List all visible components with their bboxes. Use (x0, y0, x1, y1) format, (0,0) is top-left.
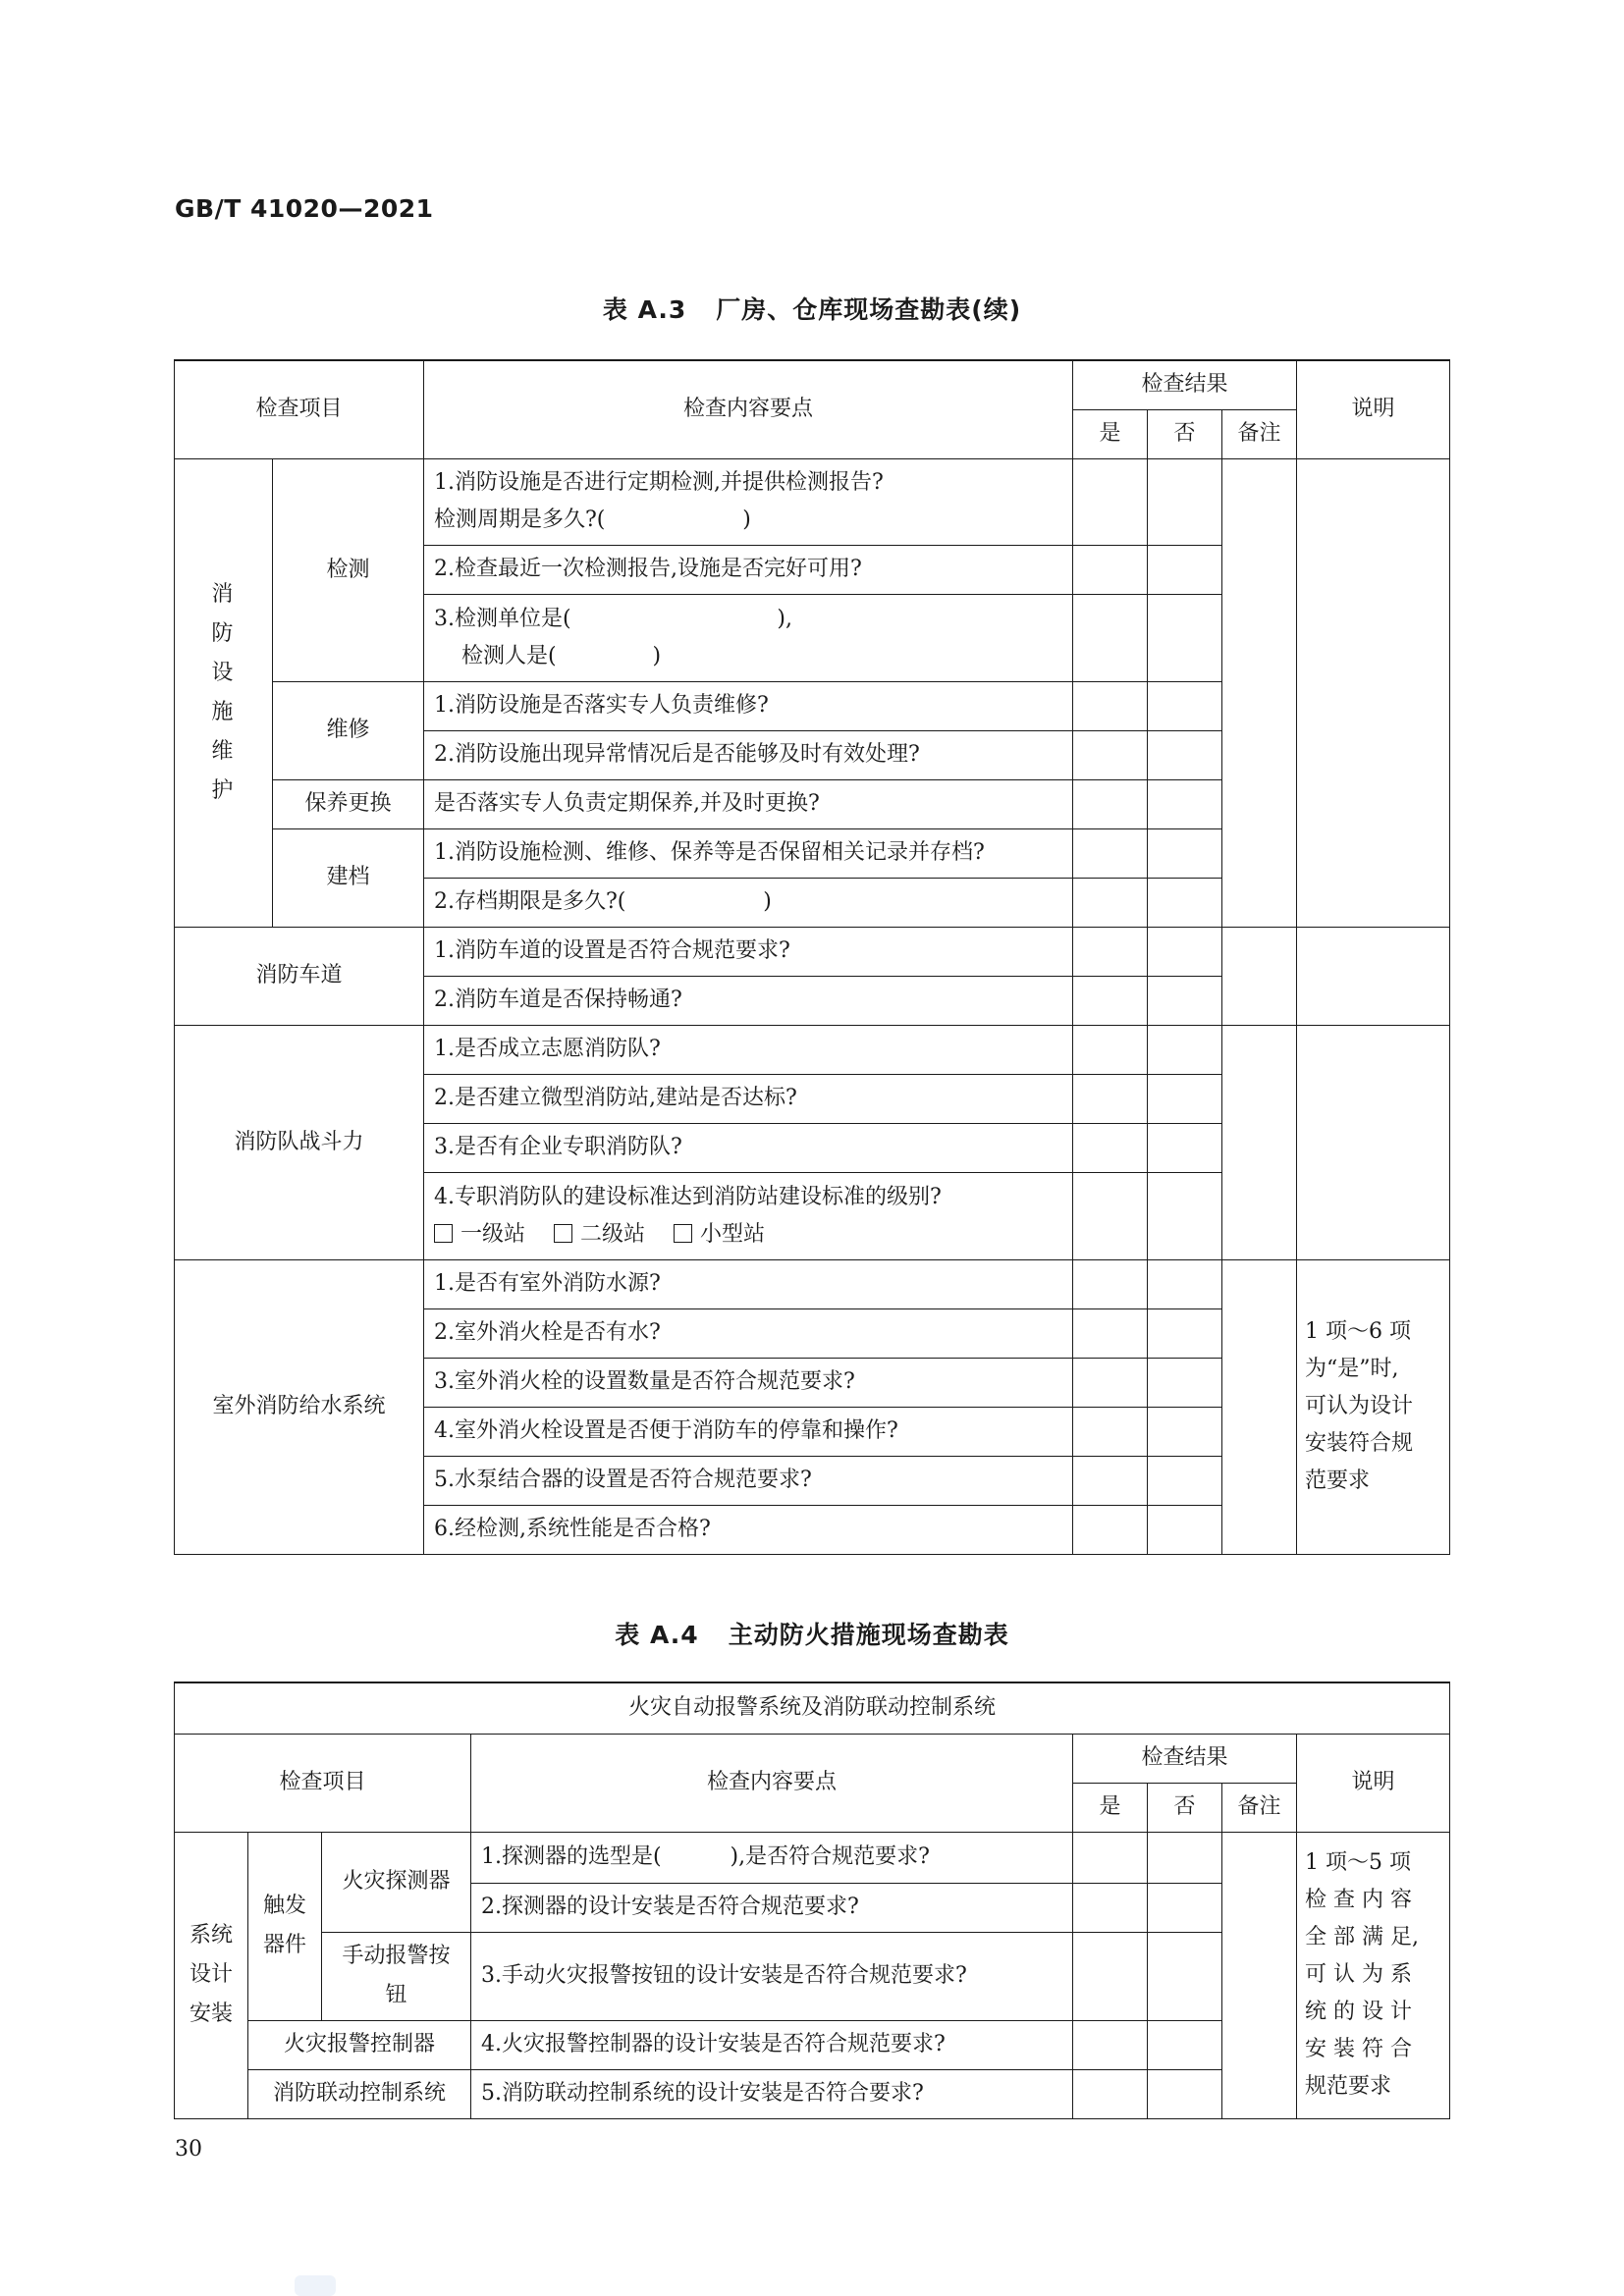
no-cell[interactable] (1148, 681, 1222, 730)
no-cell[interactable] (1148, 1074, 1222, 1123)
no-cell[interactable] (1148, 927, 1222, 976)
remark-cell[interactable] (1222, 927, 1297, 1025)
check-content: 2.室外消火栓是否有水? (424, 1308, 1073, 1358)
no-cell[interactable] (1148, 1358, 1222, 1407)
no-cell[interactable] (1148, 779, 1222, 828)
header-no: 否 (1148, 1783, 1222, 1832)
yes-cell[interactable] (1073, 1123, 1148, 1172)
yes-cell[interactable] (1073, 1932, 1148, 2020)
page-number: 30 (175, 2137, 202, 2162)
check-content: 6.经检测,系统性能是否合格? (424, 1505, 1073, 1554)
table-row (175, 1259, 1450, 1308)
no-cell[interactable] (1148, 1883, 1222, 1932)
check-content: 1.消防设施是否落实专人负责维修? (424, 681, 1073, 730)
no-cell[interactable] (1148, 1123, 1222, 1172)
no-cell[interactable] (1148, 2069, 1222, 2118)
yes-cell[interactable] (1073, 1505, 1148, 1554)
yes-cell[interactable] (1073, 1172, 1148, 1259)
header-no: 否 (1148, 409, 1222, 458)
header-note: 说明 (1297, 1734, 1450, 1832)
option-mini[interactable]: 小型站 (674, 1222, 765, 1247)
sub-detector: 火灾探测器 (322, 1832, 471, 1932)
yes-cell[interactable] (1073, 828, 1148, 878)
yes-cell[interactable] (1073, 2020, 1148, 2069)
check-content: 是否落实专人负责定期保养,并及时更换? (424, 779, 1073, 828)
yes-cell[interactable] (1073, 976, 1148, 1025)
yes-cell[interactable] (1073, 594, 1148, 681)
yes-cell[interactable] (1073, 1259, 1148, 1308)
no-cell[interactable] (1148, 594, 1222, 681)
remark-cell[interactable] (1222, 1832, 1297, 2118)
no-cell[interactable] (1148, 458, 1222, 545)
no-cell[interactable] (1148, 1932, 1222, 2020)
header-check-result: 检查结果 (1073, 360, 1297, 409)
table-row (175, 1025, 1450, 1074)
no-cell[interactable] (1148, 1407, 1222, 1456)
sub-weixiu: 维修 (273, 681, 424, 779)
standard-code: GB/T 41020—2021 (175, 194, 434, 223)
yes-cell[interactable] (1073, 878, 1148, 927)
note-cell (1297, 1025, 1450, 1259)
check-content: 3.是否有企业专职消防队? (424, 1123, 1073, 1172)
group-maintenance: 消防设施维护 (175, 458, 273, 927)
check-content: 1.消防设施检测、维修、保养等是否保留相关记录并存档? (424, 828, 1073, 878)
table-a4-banner: 火灾自动报警系统及消防联动控制系统 (175, 1682, 1450, 1734)
yes-cell[interactable] (1073, 779, 1148, 828)
no-cell[interactable] (1148, 1456, 1222, 1505)
yes-cell[interactable] (1073, 681, 1148, 730)
group-lane: 消防车道 (175, 927, 424, 1025)
no-cell[interactable] (1148, 730, 1222, 779)
header-remark: 备注 (1222, 1783, 1297, 1832)
no-cell[interactable] (1148, 1505, 1222, 1554)
yes-cell[interactable] (1073, 545, 1148, 594)
check-content: 2.消防设施出现异常情况后是否能够及时有效处理? (424, 730, 1073, 779)
check-content: 3.室外消火栓的设置数量是否符合规范要求? (424, 1358, 1073, 1407)
decorative-mark (295, 2275, 336, 2296)
checkbox-icon (674, 1224, 692, 1243)
remark-cell[interactable] (1222, 1259, 1297, 1554)
group-design: 系统设计安装 (175, 1832, 248, 2118)
sub-trigger: 触发器件 (248, 1832, 322, 2020)
header-check-content: 检查内容要点 (471, 1734, 1073, 1832)
check-content: 1.消防设施是否进行定期检测,并提供检测报告? 检测周期是多久?( ) (424, 458, 1073, 545)
yes-cell[interactable] (1073, 2069, 1148, 2118)
note-cell: 1 项～6 项 为“是”时, 可认为设计 安装符合规 范要求 (1297, 1259, 1450, 1554)
group-water: 室外消防给水系统 (175, 1259, 424, 1554)
sub-jiance: 检测 (273, 458, 424, 681)
check-content: 2.存档期限是多久?( ) (424, 878, 1073, 927)
table-a4-caption (0, 1616, 1624, 1651)
check-content: 4.室外消火栓设置是否便于消防车的停靠和操作? (424, 1407, 1073, 1456)
check-content: 3.手动火灾报警按钮的设计安装是否符合规范要求? (471, 1932, 1073, 2020)
remark-cell[interactable] (1222, 458, 1297, 927)
check-content: 2.探测器的设计安装是否符合规范要求? (471, 1883, 1073, 1932)
sub-linkage: 消防联动控制系统 (248, 2069, 471, 2118)
no-cell[interactable] (1148, 1259, 1222, 1308)
check-content: 4.专职消防队的建设标准达到消防站建设标准的级别? 一级站 二级站 小型站 (424, 1172, 1073, 1259)
no-cell[interactable] (1148, 545, 1222, 594)
no-cell[interactable] (1148, 1025, 1222, 1074)
yes-cell[interactable] (1073, 730, 1148, 779)
option-level-1[interactable]: 一级站 (434, 1222, 525, 1247)
no-cell[interactable] (1148, 1308, 1222, 1358)
header-check-item: 检查项目 (175, 360, 424, 458)
no-cell[interactable] (1148, 828, 1222, 878)
check-content: 1.是否成立志愿消防队? (424, 1025, 1073, 1074)
check-content: 1.消防车道的设置是否符合规范要求? (424, 927, 1073, 976)
check-content: 2.检查最近一次检测报告,设施是否完好可用? (424, 545, 1073, 594)
option-level-2[interactable]: 二级站 (554, 1222, 645, 1247)
no-cell[interactable] (1148, 878, 1222, 927)
table-row (175, 458, 1450, 545)
no-cell[interactable] (1148, 1832, 1222, 1883)
yes-cell[interactable] (1073, 1358, 1148, 1407)
table-a4-number: 表 A.4 (615, 1621, 699, 1649)
table-a4-title: 主动防火措施现场查勘表 (728, 1621, 1009, 1649)
group-team: 消防队战斗力 (175, 1025, 424, 1259)
header-yes: 是 (1073, 409, 1148, 458)
yes-cell[interactable] (1073, 1832, 1148, 1883)
header-check-result: 检查结果 (1073, 1734, 1297, 1783)
sub-baoyang: 保养更换 (273, 779, 424, 828)
note-cell (1297, 458, 1450, 927)
check-content: 5.消防联动控制系统的设计安装是否符合要求? (471, 2069, 1073, 2118)
table-a3-title: 厂房、仓库现场查勘表(续) (716, 295, 1022, 324)
header-note: 说明 (1297, 360, 1450, 458)
checkbox-icon (434, 1224, 453, 1243)
sub-manual-button: 手动报警按钮 (322, 1932, 471, 2020)
table-row (175, 927, 1450, 976)
yes-cell[interactable] (1073, 458, 1148, 545)
no-cell[interactable] (1148, 976, 1222, 1025)
note-cell (1297, 927, 1450, 1025)
yes-cell[interactable] (1073, 1074, 1148, 1123)
check-content: 4.火灾报警控制器的设计安装是否符合规范要求? (471, 2020, 1073, 2069)
check-content: 3.检测单位是( ), 检测人是( ) (424, 594, 1073, 681)
no-cell[interactable] (1148, 2020, 1222, 2069)
check-content: 2.是否建立微型消防站,建站是否达标? (424, 1074, 1073, 1123)
table-row (175, 1832, 1450, 1883)
sub-jiandang: 建档 (273, 828, 424, 927)
yes-cell[interactable] (1073, 1456, 1148, 1505)
table-a3-number: 表 A.3 (602, 295, 687, 324)
check-content: 1.探测器的选型是( ),是否符合规范要求? (471, 1832, 1073, 1883)
checkbox-icon (554, 1224, 572, 1243)
header-check-item: 检查项目 (175, 1734, 471, 1832)
no-cell[interactable] (1148, 1172, 1222, 1259)
sub-controller: 火灾报警控制器 (248, 2020, 471, 2069)
table-a4 (174, 1682, 1450, 2119)
check-content: 5.水泵结合器的设置是否符合规范要求? (424, 1456, 1073, 1505)
remark-cell[interactable] (1222, 1025, 1297, 1259)
yes-cell[interactable] (1073, 1883, 1148, 1932)
header-check-content: 检查内容要点 (424, 360, 1073, 458)
check-content: 1.是否有室外消防水源? (424, 1259, 1073, 1308)
table-a3 (174, 359, 1450, 1555)
yes-cell[interactable] (1073, 927, 1148, 976)
yes-cell[interactable] (1073, 1407, 1148, 1456)
yes-cell[interactable] (1073, 1308, 1148, 1358)
header-yes: 是 (1073, 1783, 1148, 1832)
check-content: 2.消防车道是否保持畅通? (424, 976, 1073, 1025)
header-remark: 备注 (1222, 409, 1297, 458)
note-cell: 1 项～5 项 检 查 内 容 全 部 满 足, 可 认 为 系 统 的 设 计 安 装 符 合 规范要求 (1297, 1832, 1450, 2118)
yes-cell[interactable] (1073, 1025, 1148, 1074)
table-a3-caption (0, 291, 1624, 326)
